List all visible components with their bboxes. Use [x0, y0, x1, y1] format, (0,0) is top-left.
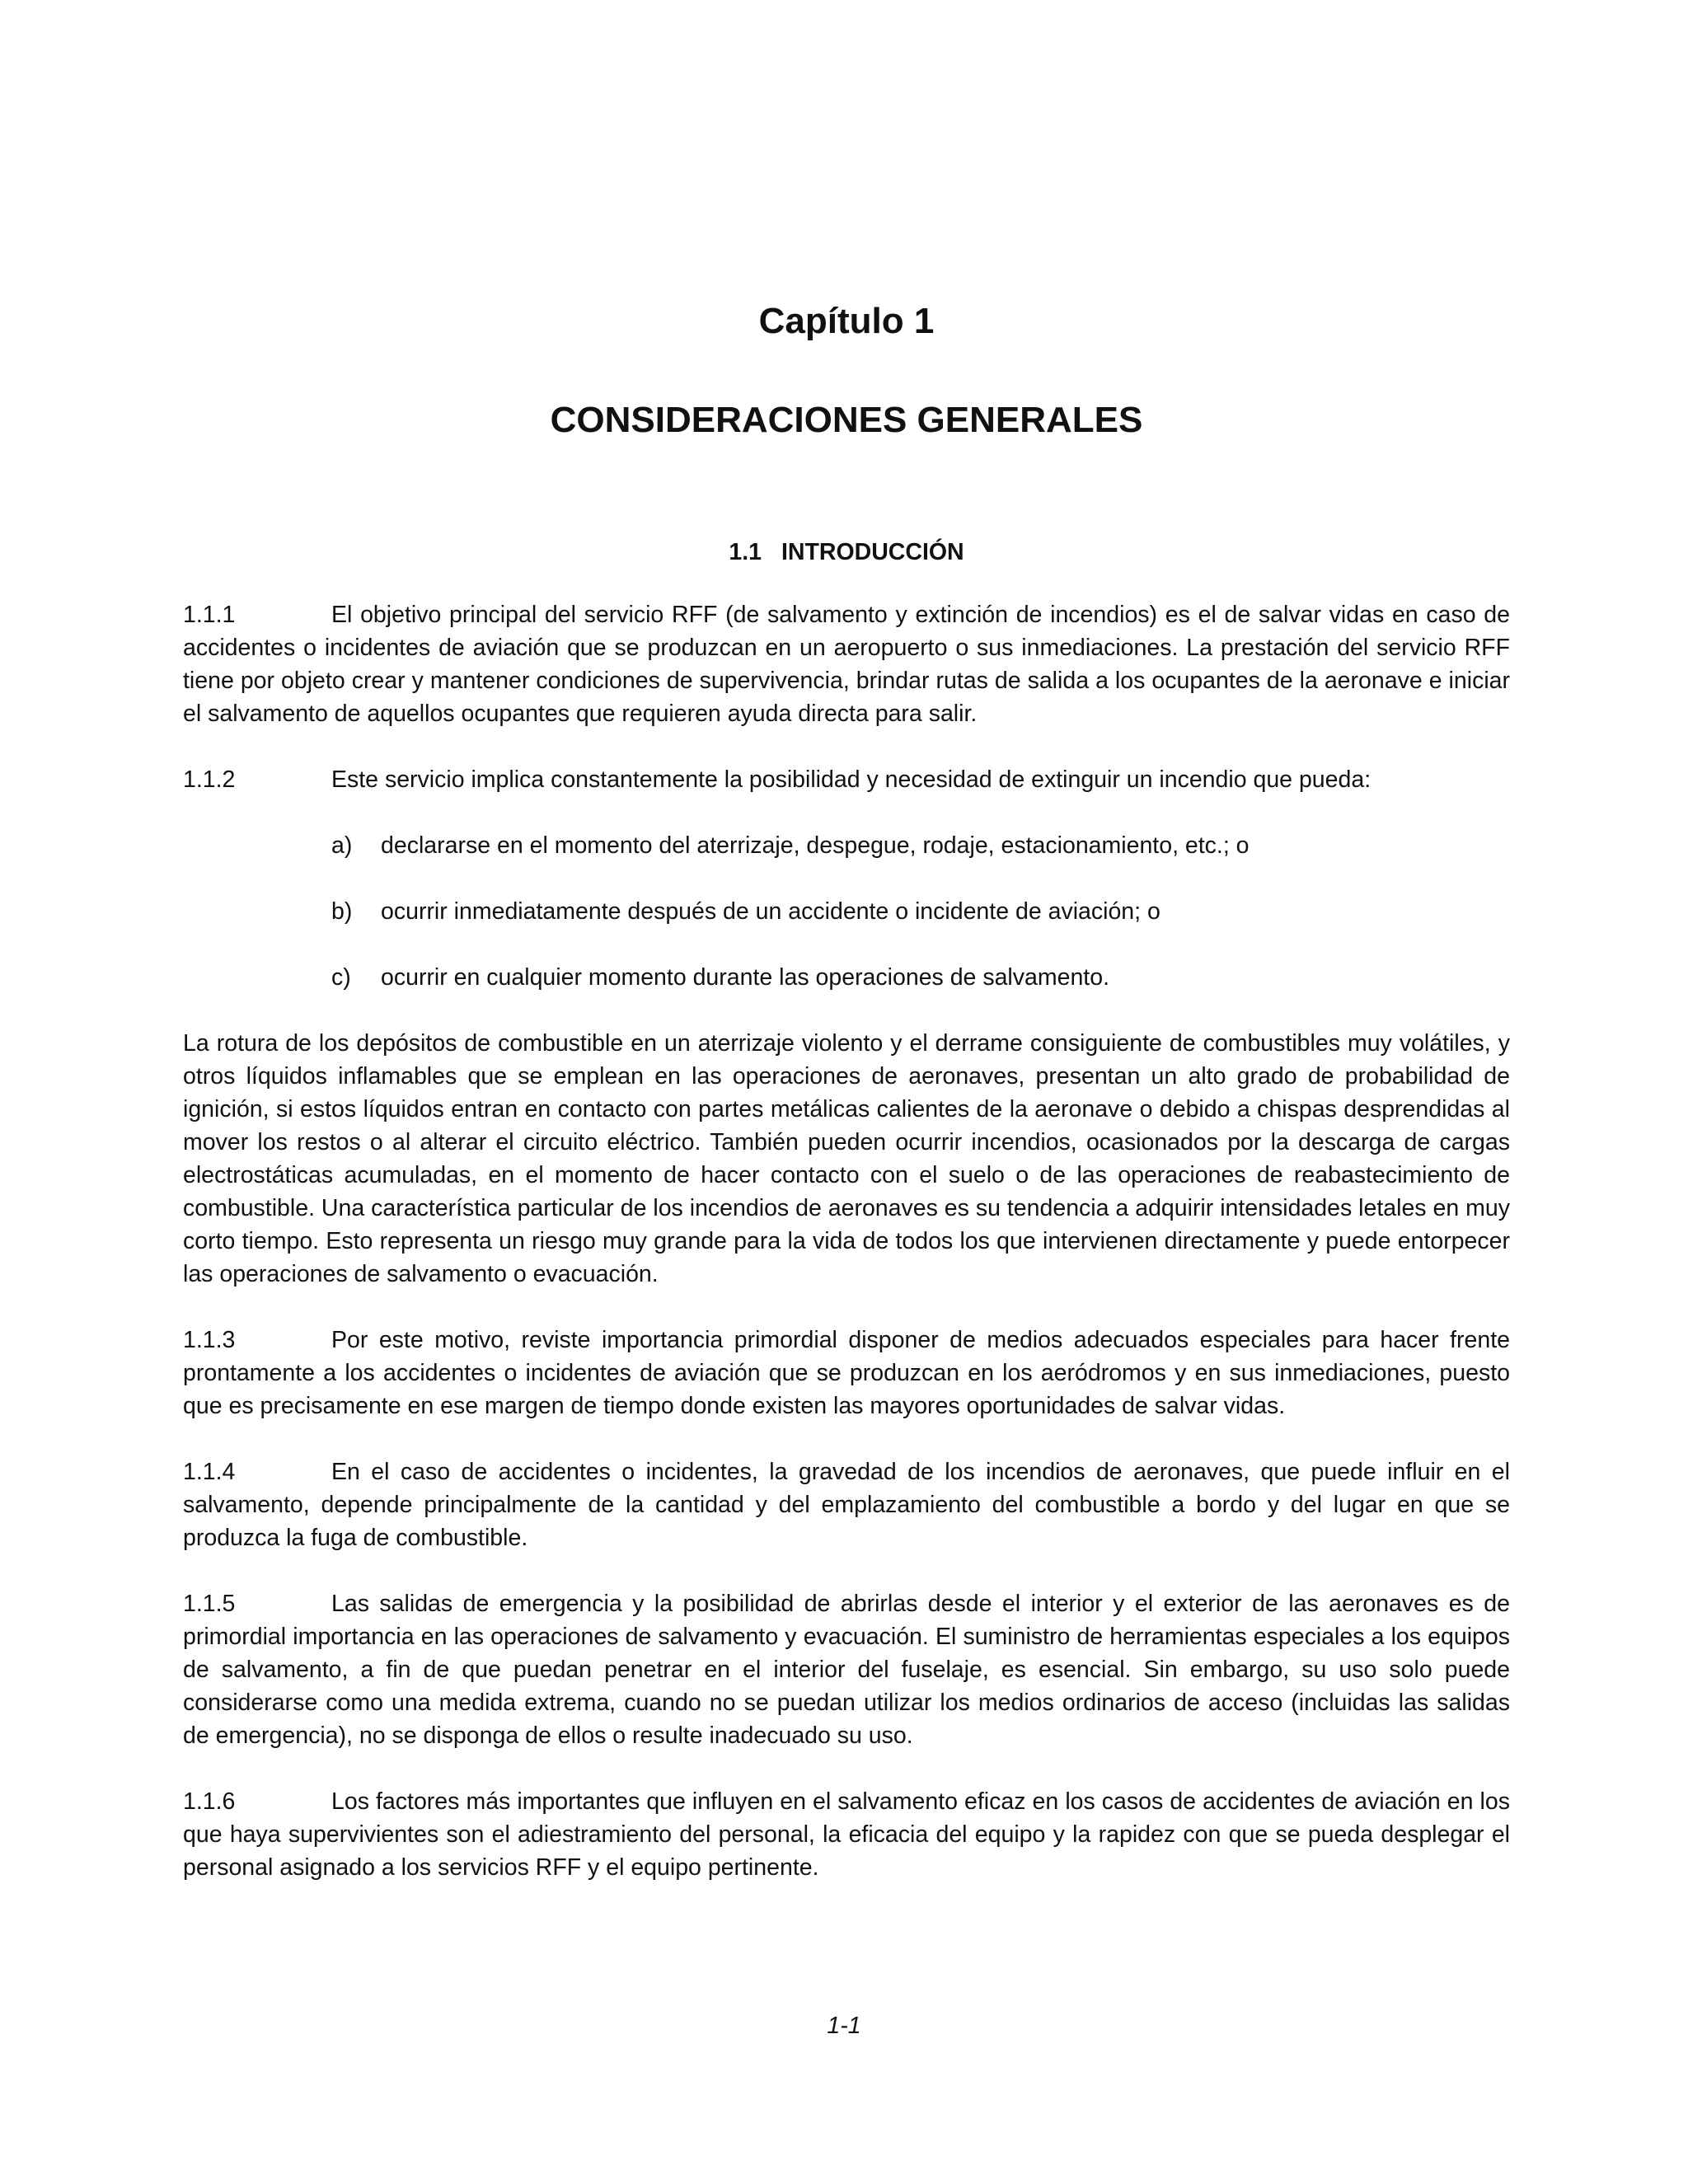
- paragraph-continuation: La rotura de los depósitos de combustible en un aterrizaje violento y el derrame consiguiente de combustibles muy volátiles, y otros líquidos inflamables que se emplean en las operaciones de aeronaves, presentan un alto grado de probabilidad de ignición, si estos líquidos entran en contacto con partes metálicas calientes de la aeronave o debido a chispas desprendidas al mover los restos o al alterar el circuito eléctrico. También pueden ocurrir incendios, ocasionados por la descarga de cargas electrostáticas acumuladas, en el momento de hacer contacto con el suelo o de las operaciones de reabastecimiento de combustible. Una característica particular de los incendios de aeronaves es su tendencia a adquirir intensidades letales en muy corto tiempo. Esto representa un riesgo muy grande para la vida de todos los que intervienen directamente y puede entorpecer las operaciones de salvamento o evacuación.: [183, 1030, 1510, 1287]
- list-marker: c): [331, 964, 351, 991]
- paragraph-number: 1.1.5: [183, 1591, 236, 1617]
- paragraph-1-1-5: [183, 1587, 1510, 1752]
- list-marker: a): [331, 832, 353, 859]
- paragraph-1-1-2: [183, 763, 1510, 796]
- list-item: [183, 829, 1510, 862]
- fire-conditions-list: [183, 829, 1510, 994]
- paragraph-text: Los factores más importantes que influyen en el salvamento eficaz en los casos de accidentes de aviación en los que haya supervivientes son el adiestramiento del personal, la eficacia del equipo y la rapidez con que se pueda desplegar el personal asignado a los servicios RFF y el equipo pertinente.: [183, 1788, 1510, 1881]
- paragraph-1-1-1: [183, 598, 1510, 730]
- section-number: 1.1: [729, 539, 762, 565]
- list-item: [183, 961, 1510, 994]
- list-item: [183, 895, 1510, 928]
- paragraph-number: 1.1.1: [183, 602, 236, 628]
- paragraph-1-1-3: [183, 1324, 1510, 1422]
- paragraph-number: 1.1.6: [183, 1788, 236, 1815]
- section-title: INTRODUCCIÓN: [781, 539, 964, 565]
- paragraph-number: 1.1.4: [183, 1459, 236, 1485]
- list-marker: b): [331, 898, 353, 925]
- paragraph-1-1-6: [183, 1785, 1510, 1884]
- chapter-subtitle: CONSIDERACIONES GENERALES: [550, 400, 1143, 440]
- paragraph-text: El objetivo principal del servicio RFF (de salvamento y extinción de incendios) es el de salvar vidas en caso de accidentes o incidentes de aviación que se produzcan en un aeropuerto o sus inmediaciones. La prestación del servicio RFF tiene por objeto crear y mantener condiciones de supervivencia, brindar rutas de salida a los ocupantes de la aeronave e iniciar el salvamento de aquellos ocupantes que requieren ayuda directa para salir.: [183, 602, 1510, 727]
- paragraph-text: Este servicio implica constantemente la posibilidad y necesidad de extinguir un incendio que pueda:: [331, 766, 1372, 793]
- list-item-text: ocurrir en cualquier momento durante las operaciones de salvamento.: [381, 964, 1109, 991]
- section-heading: [183, 536, 1510, 569]
- paragraph-text: Por este motivo, reviste importancia primordial disponer de medios adecuados especiales para hacer frente prontamente a los accidentes o incidentes de aviación que se produzcan en los aeródromos y en sus inmediaciones, puesto que es precisamente en ese margen de tiempo donde existen las mayores oportunidades de salvar vidas.: [183, 1327, 1510, 1419]
- page-content: [183, 297, 1510, 1884]
- list-item-text: ocurrir inmediatamente después de un accidente o incidente de aviación; o: [381, 898, 1160, 925]
- paragraph-number: 1.1.3: [183, 1327, 236, 1353]
- page-number: 1-1: [827, 2013, 861, 2039]
- paragraph-text: Las salidas de emergencia y la posibilidad de abrirlas desde el interior y el exterior de las aeronaves es de primordial importancia en las operaciones de salvamento y evacuación. El suministro de herramientas especiales a los equipos de salvamento, a fin de que puedan penetrar en el interior del fuselaje, es esencial. Sin embargo, su uso solo puede considerarse como una medida extrema, cuando no se puedan utilizar los medios ordinarios de acceso (incluidas las salidas de emergencia), no se disponga de ellos o resulte inadecuado su uso.: [183, 1591, 1510, 1749]
- paragraph-text: En el caso de accidentes o incidentes, la gravedad de los incendios de aeronaves, que puede influir en el salvamento, depende principalmente de la cantidad y del emplazamiento del combustible a bordo y del lugar en que se produzca la fuga de combustible.: [183, 1459, 1510, 1551]
- chapter-title: Capítulo 1: [758, 301, 935, 341]
- list-item-text: declararse en el momento del aterrizaje, despegue, rodaje, estacionamiento, etc.; o: [381, 832, 1250, 859]
- paragraph-number: 1.1.2: [183, 766, 236, 793]
- paragraph-1-1-4: [183, 1455, 1510, 1554]
